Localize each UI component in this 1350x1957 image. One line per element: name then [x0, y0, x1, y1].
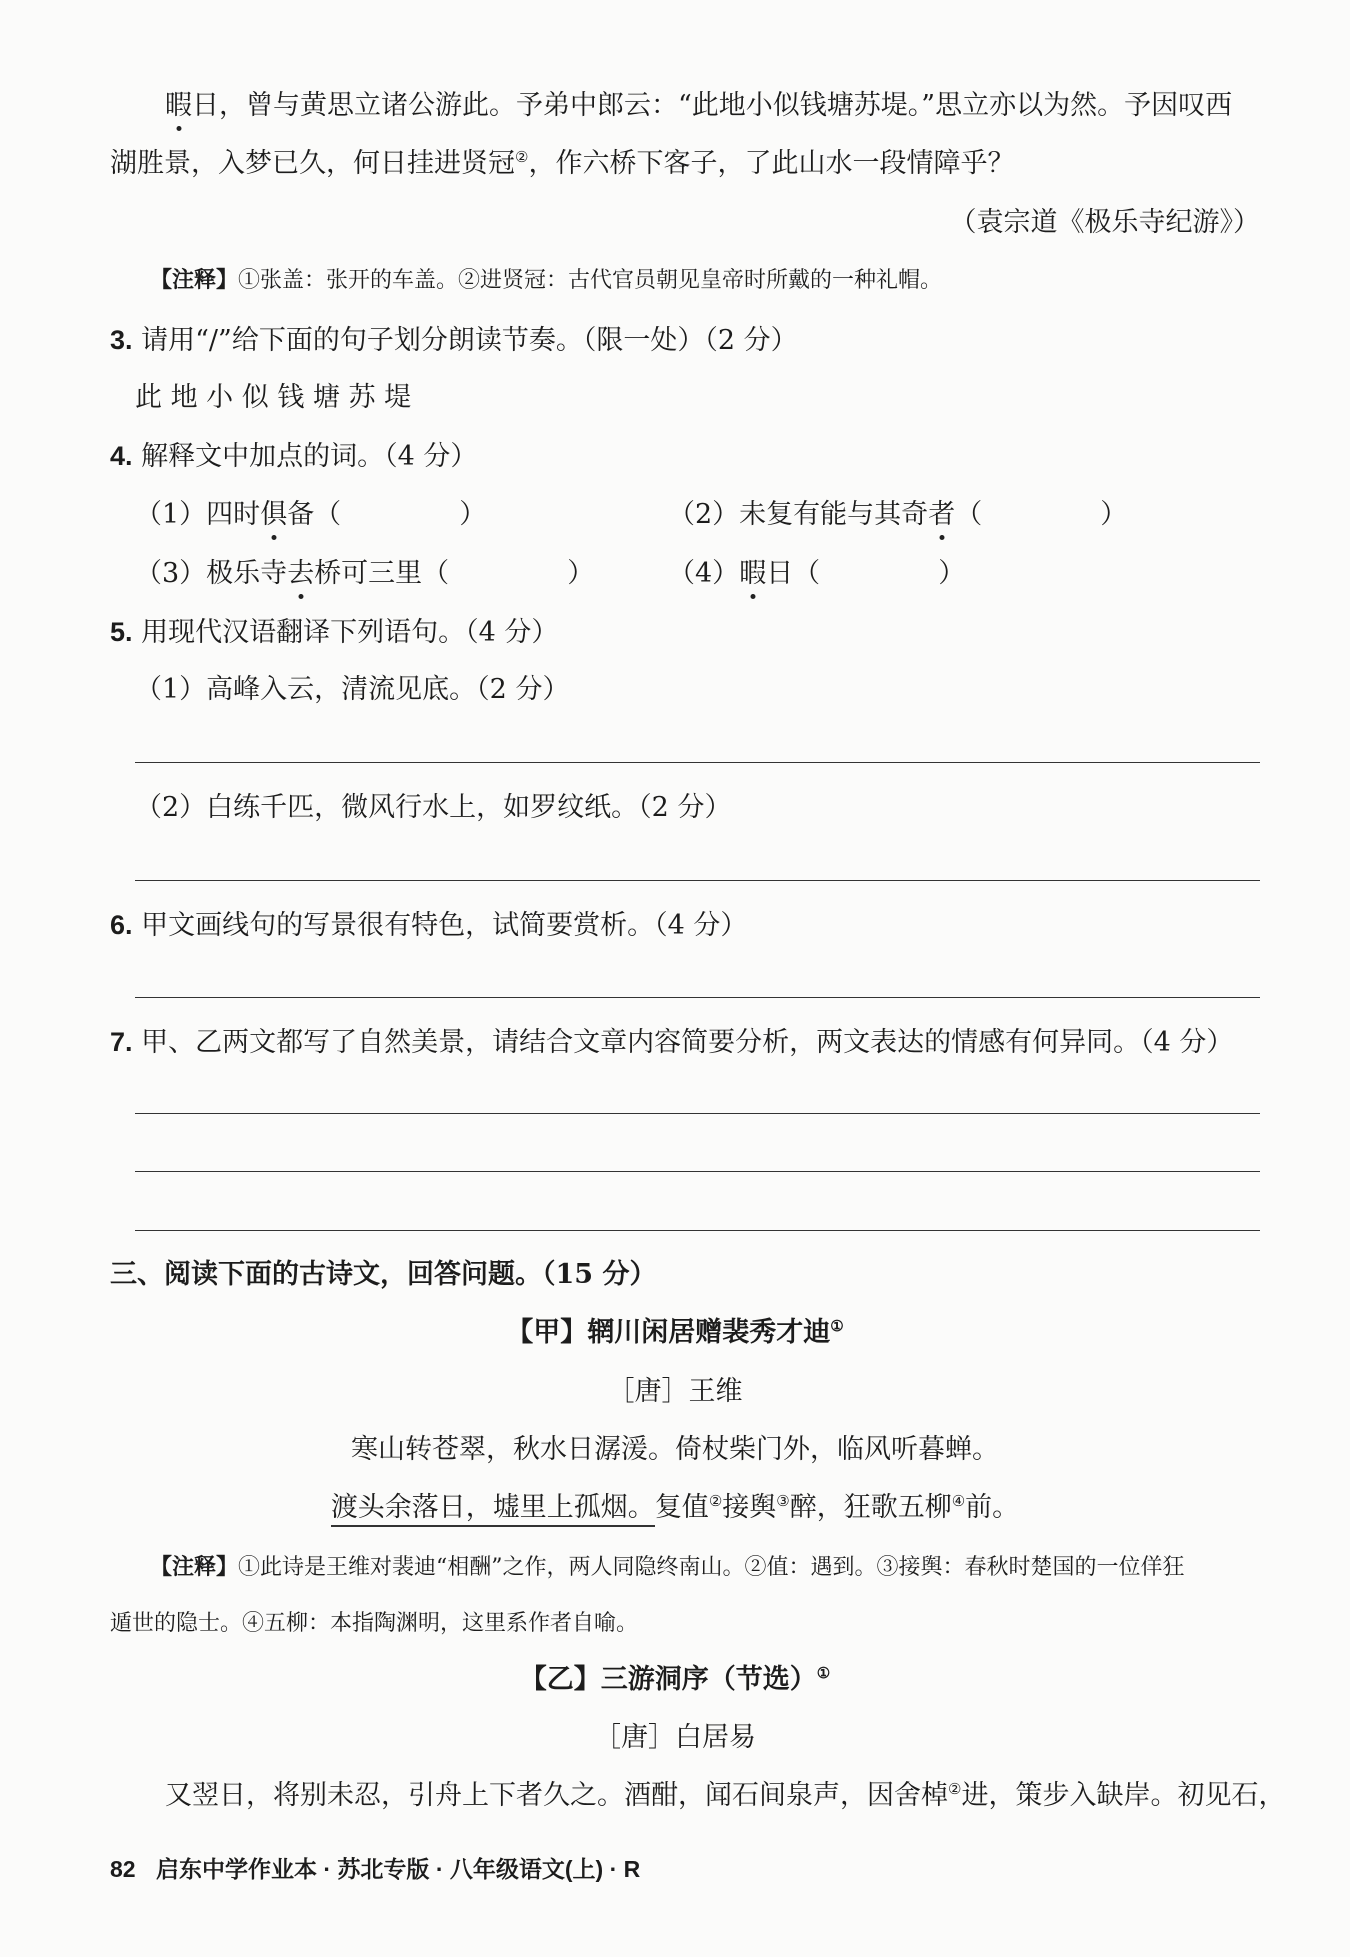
prose-author: ［唐］白居易: [594, 1722, 756, 1753]
page-number: 82: [110, 1856, 136, 1882]
question-text: 甲文画线句的写景很有特色，试简要赏析。（4 分）: [141, 910, 748, 941]
question-number: 5.: [110, 617, 133, 647]
poem-author: ［唐］王维: [607, 1376, 743, 1407]
q4-item-4: （4）暇日（ ）: [668, 558, 966, 589]
answer-line[interactable]: [135, 762, 1260, 763]
answer-line[interactable]: [135, 1171, 1260, 1172]
question-3: [110, 322, 798, 359]
answer-line[interactable]: [135, 880, 1260, 881]
poem-title: 【甲】辋川闲居赠裴秀才迪①: [506, 1317, 844, 1348]
prose-title: 【乙】三游洞序（节选）①: [519, 1664, 831, 1695]
question-4: [110, 438, 477, 475]
footnote-marker: ②: [515, 148, 529, 166]
footnote-marker: ③: [776, 1492, 790, 1510]
dotted-char: 暇: [739, 558, 767, 589]
question-text: 请用“/”给下面的句子划分朗读节奏。（限一处）（2 分）: [141, 325, 798, 356]
question-text: 甲、乙两文都写了自然美景，请结合文章内容简要分析，两文表达的情感有何异同。（4 分）: [141, 1027, 1234, 1058]
q5-sub-2: （2）白练千匹，微风行水上，如罗纹纸。（2 分）: [135, 792, 732, 823]
poem-line-2: 渡头余落日，墟里上孤烟。复值②接舆③醉，狂歌五柳④前。: [0, 1490, 1350, 1526]
question-number: 3.: [110, 325, 133, 355]
passage-note: 【注释】①张盖：张开的车盖。②进贤冠：古代官员朝见皇帝时所戴的一种礼帽。: [150, 267, 943, 293]
dotted-char: 去: [287, 558, 315, 589]
poem-note-line-2: 遁世的隐士。④五柳：本指陶渊明，这里系作者自喻。: [110, 1611, 639, 1636]
section-heading: 三、阅读下面的古诗文，回答问题。（15 分）: [110, 1259, 657, 1290]
q4-item-2: （2）未复有能与其奇者（ ）: [668, 499, 1128, 530]
question-6: [110, 907, 747, 944]
footnote-marker: ①: [830, 1317, 844, 1335]
answer-line[interactable]: [135, 1230, 1260, 1231]
q4-item-3: （3）极乐寺去桥可三里（ ）: [135, 558, 595, 589]
dotted-char: 俱: [260, 499, 288, 530]
question-text: 用现代汉语翻译下列语句。（4 分）: [141, 617, 559, 648]
q3-sentence: 此 地 小 似 钱 塘 苏 堤: [135, 382, 412, 413]
footnote-marker: ②: [948, 1780, 962, 1798]
prose-line-1: 又翌日，将别未忍，引舟上下者久之。酒酣，闻石间泉声，因舍棹②进，策步入缺岸。初见石，: [165, 1780, 1286, 1811]
question-number: 6.: [110, 910, 133, 940]
passage-line-2: 湖胜景，入梦已久，何日挂进贤冠②，作六桥下客子，了此山水一段情障乎？: [110, 148, 1015, 179]
question-number: 7.: [110, 1027, 133, 1057]
q5-sub-1: （1）高峰入云，清流见底。（2 分）: [135, 674, 570, 705]
page-footer: [110, 1851, 640, 1887]
footnote-marker: ④: [951, 1492, 966, 1510]
question-7: [110, 1024, 1233, 1061]
footnote-marker: ①: [816, 1664, 831, 1682]
footnote-marker: ②: [708, 1492, 723, 1510]
underlined-sentence: 渡头余落日，墟里上孤烟。: [331, 1492, 655, 1527]
question-5: [110, 614, 558, 651]
q4-item-1: （1）四时俱备（ ）: [135, 499, 487, 530]
answer-line[interactable]: [135, 1113, 1260, 1114]
question-text: 解释文中加点的词。（4 分）: [141, 441, 478, 472]
dotted-char: 暇: [165, 90, 192, 121]
note-label: 【注释】: [150, 267, 239, 293]
book-title: 启东中学作业本 · 苏北专版 · 八年级语文(上) · R: [155, 1856, 641, 1882]
poem-note-line-1: 【注释】①此诗是王维对裴迪“相酬”之作，两人同隐终南山。②值：遇到。③接舆：春秋时楚国的一位佯狂: [150, 1554, 1185, 1580]
answer-line[interactable]: [135, 997, 1260, 998]
question-number: 4.: [110, 441, 133, 471]
passage-line-1: 暇日，曾与黄思立诸公游此。予弟中郎云：“此地小似钱塘苏堤。”思立亦以为然。予因叹西: [165, 90, 1233, 121]
poem-line-1: 寒山转苍翠，秋水日潺湲。倚杖柴门外，临风听暮蝉。: [351, 1434, 999, 1465]
passage-source: （袁宗道《极乐寺纪游》）: [949, 207, 1260, 238]
note-label: 【注释】: [150, 1554, 239, 1580]
dotted-char: 者: [928, 499, 956, 530]
